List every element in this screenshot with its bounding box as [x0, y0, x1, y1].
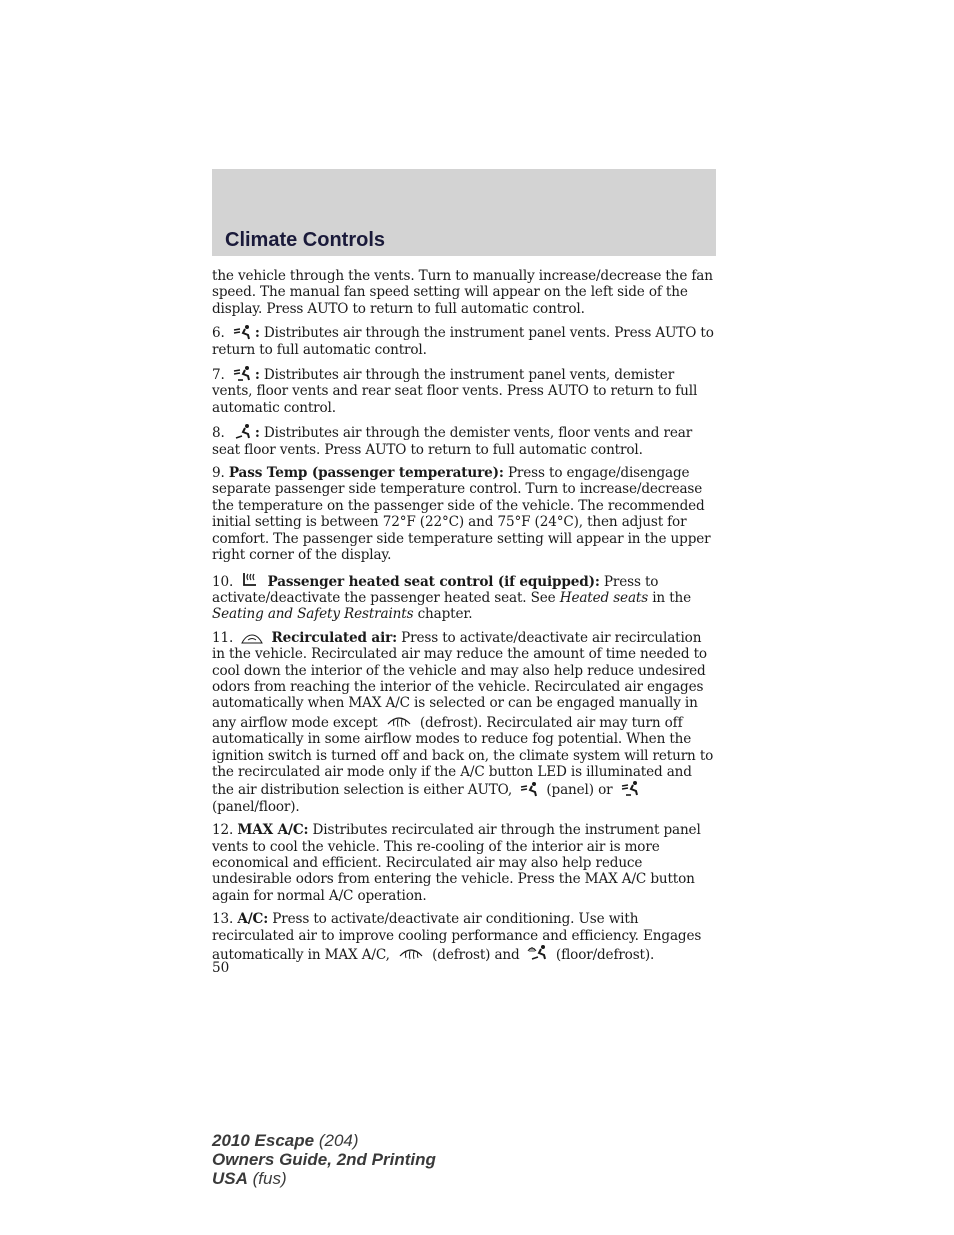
section-title: Climate Controls [225, 229, 386, 251]
item-8: 8. : Distributes air through the demister vents, floor vents and rear seat floor vents. Press AUTO to return to full automatic control. [212, 425, 693, 458]
panel-floor-vent-icon [620, 780, 640, 797]
item-10: 10. Passenger heated seat control (if equipped): Press to activate/deactivate the passenger heated seat. See Heated seats in the Seating and Safety Restraints chapter. [212, 571, 717, 623]
page-number: 50 [212, 960, 230, 976]
page-content [212, 268, 717, 970]
footer-guide-line: Owners Guide, 2nd Printing [212, 1150, 436, 1169]
heated-seat-icon [240, 571, 260, 589]
footer-model-line: 2010 Escape (204) [212, 1131, 359, 1150]
item-7: 7. : Distributes air through the instrument panel vents, demister vents, floor vents and rear seat floor vents. Press AUTO to return to full automatic control. [212, 367, 698, 416]
footer-market-line: USA (fus) [212, 1169, 287, 1188]
floor-defrost-icon [527, 944, 549, 962]
panel-vent-icon [519, 781, 539, 797]
floor-vent-icon [232, 423, 252, 440]
item-11: 11. Recirculated air: Press to activate/deactivate air recirculation in the vehicle. Recirculated air may reduce the amount of time needed to cool down the interior of the vehicle and may also help reduce undesired odors from reaching the interior of the vehicle. Recirculated air engages automatically when MAX A/C is selected or can be engaged manually in any airflow mode except (defrost). Recirculated air may turn off automatically in some airflow modes to reduce fog potential. When the ignition switch is turned off and back on, the climate system will return to the recirculated air mode only if the A/C button LED is illuminated and the air distribution selection is either AUTO, (panel) or (panel/floor). [212, 629, 714, 815]
intro-paragraph: the vehicle through the vents. Turn to manually increase/decrease the fan speed. The manual fan speed setting will appear on the left side of the display. Press AUTO to return to full automatic control. [212, 268, 713, 317]
defrost-icon [385, 712, 413, 730]
item-13: 13. A/C: Press to activate/deactivate air conditioning. Use with recirculated air to improve cooling performance and efficiency. Engages automatically in MAX A/C, (defrost) and (floor/defrost). [212, 911, 702, 964]
recirculated-air-icon [240, 633, 264, 645]
item-12: 12. MAX A/C: Distributes recirculated air through the instrument panel vents to cool the vehicle. This re-cooling of the interior air is more economical and efficient. Recirculated air may also help reduce undesirable odors from entering the vehicle. Press the MAX A/C button again for normal A/C operation. [212, 822, 701, 904]
panel-floor-vent-icon [232, 365, 252, 382]
panel-vent-icon [232, 324, 252, 340]
defrost-icon [397, 944, 425, 962]
section-header-band [212, 169, 716, 256]
document-footer [212, 1131, 436, 1188]
item-9: 9. Pass Temp (passenger temperature): Press to engage/disengage separate passenger side temperature control. Turn to increase/decrease the temperature on the passenger side of the vehicle. The recommended initial setting is between 72°F (22°C) and 75°F (24°C), then adjust for comfort. The passenger side temperature setting will appear in the upper right corner of the display. [212, 465, 711, 564]
item-6: 6. : Distributes air through the instrument panel vents. Press AUTO to return to full automatic control. [212, 325, 714, 358]
